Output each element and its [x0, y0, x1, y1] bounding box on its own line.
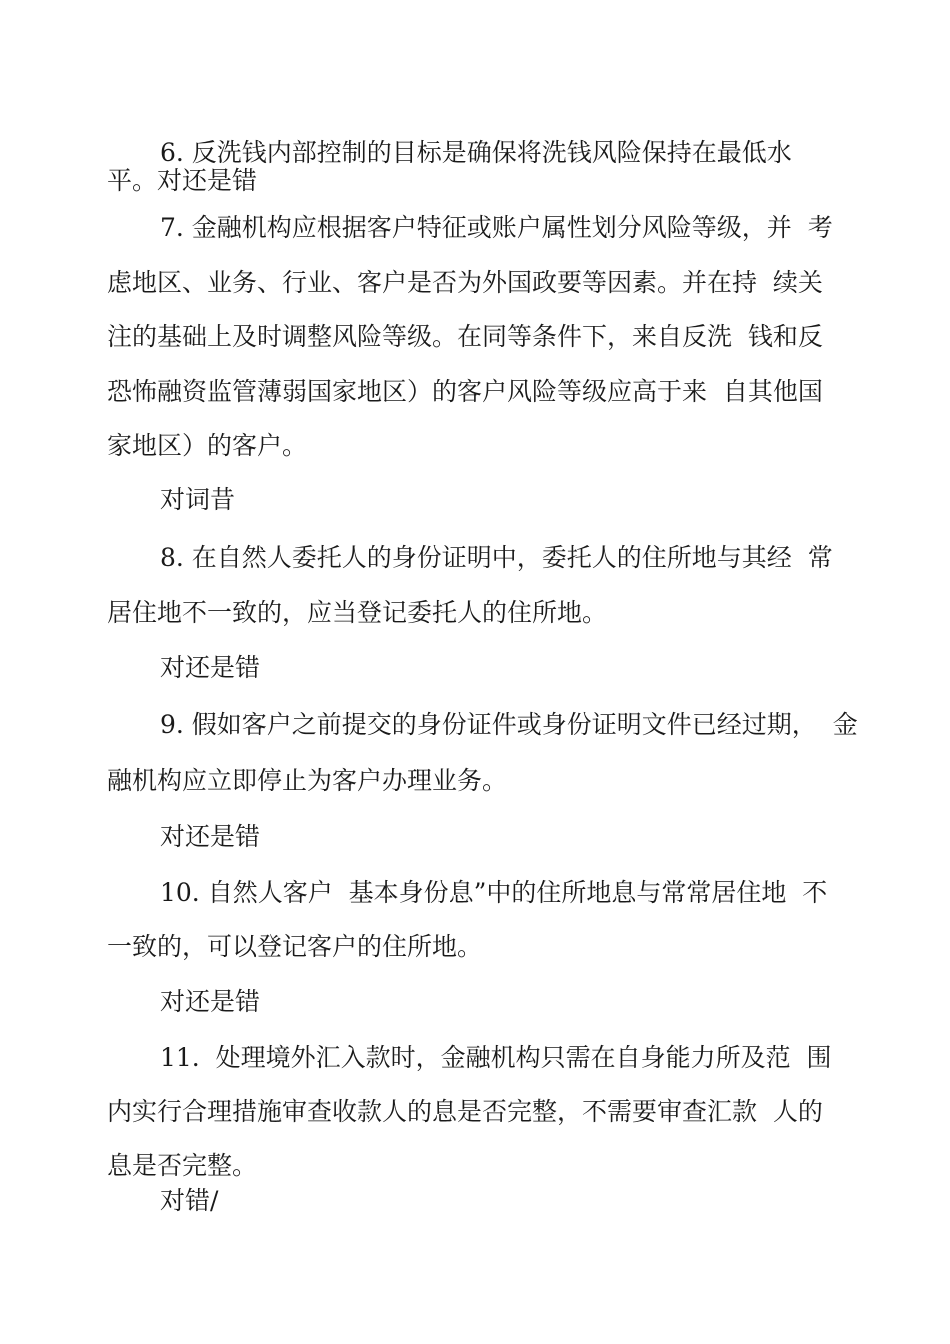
question-7-line-3: 注的基础上及时调整风险等级。在同等条件下，来自反洗 钱和反 — [107, 322, 823, 351]
answer-9: 对还是错 — [160, 822, 261, 851]
answer-7: 对词昔 — [160, 485, 236, 514]
question-11-line-2: 内实行合理措施审查收款人的息是否完整，不需要审查汇款 人的 — [107, 1097, 823, 1126]
question-8-line-1: 8. 在自然人委托人的身份证明中，委托人的住所地与其经 常 — [160, 543, 833, 572]
question-6-line-1: 6. 反洗钱内部控制的目标是确保将洗钱风险保持在最低水 — [160, 138, 792, 167]
answer-8: 对还是错 — [160, 653, 261, 682]
question-9-line-2: 融机构应立即停止为客户办理业务。 — [107, 766, 508, 795]
question-10-line-2: 一致的，可以登记客户的住所地。 — [107, 932, 483, 961]
question-11-line-3: 息是否完整。 — [107, 1151, 258, 1180]
answer-11: 对错/ — [160, 1186, 219, 1215]
question-7-line-1: 7. 金融机构应根据客户特征或账户属性划分风险等级，并 考 — [160, 213, 833, 242]
question-7-line-4: 恐怖融资监管薄弱国家地区）的客户风险等级应高于来 自其他国 — [107, 377, 823, 406]
question-9-line-1: 9. 假如客户之前提交的身份证件或身份证明文件已经过期， 金 — [160, 710, 858, 739]
question-10-line-1: 10. 自然人客户 基本身份息”中的住所地息与常常居住地 不 — [160, 878, 828, 907]
question-7-line-5: 家地区）的客户。 — [107, 431, 308, 460]
question-6-line-2: 平。对还是错 — [107, 166, 258, 195]
answer-10: 对还是错 — [160, 987, 261, 1016]
question-7-line-2: 虑地区、业务、行业、客户是否为外国政要等因素。并在持 续关 — [107, 268, 823, 297]
question-8-line-2: 居住地不一致的，应当登记委托人的住所地。 — [107, 598, 608, 627]
question-11-line-1: 11. 处理境外汇入款时，金融机构只需在自身能力所及范 围 — [160, 1043, 832, 1072]
